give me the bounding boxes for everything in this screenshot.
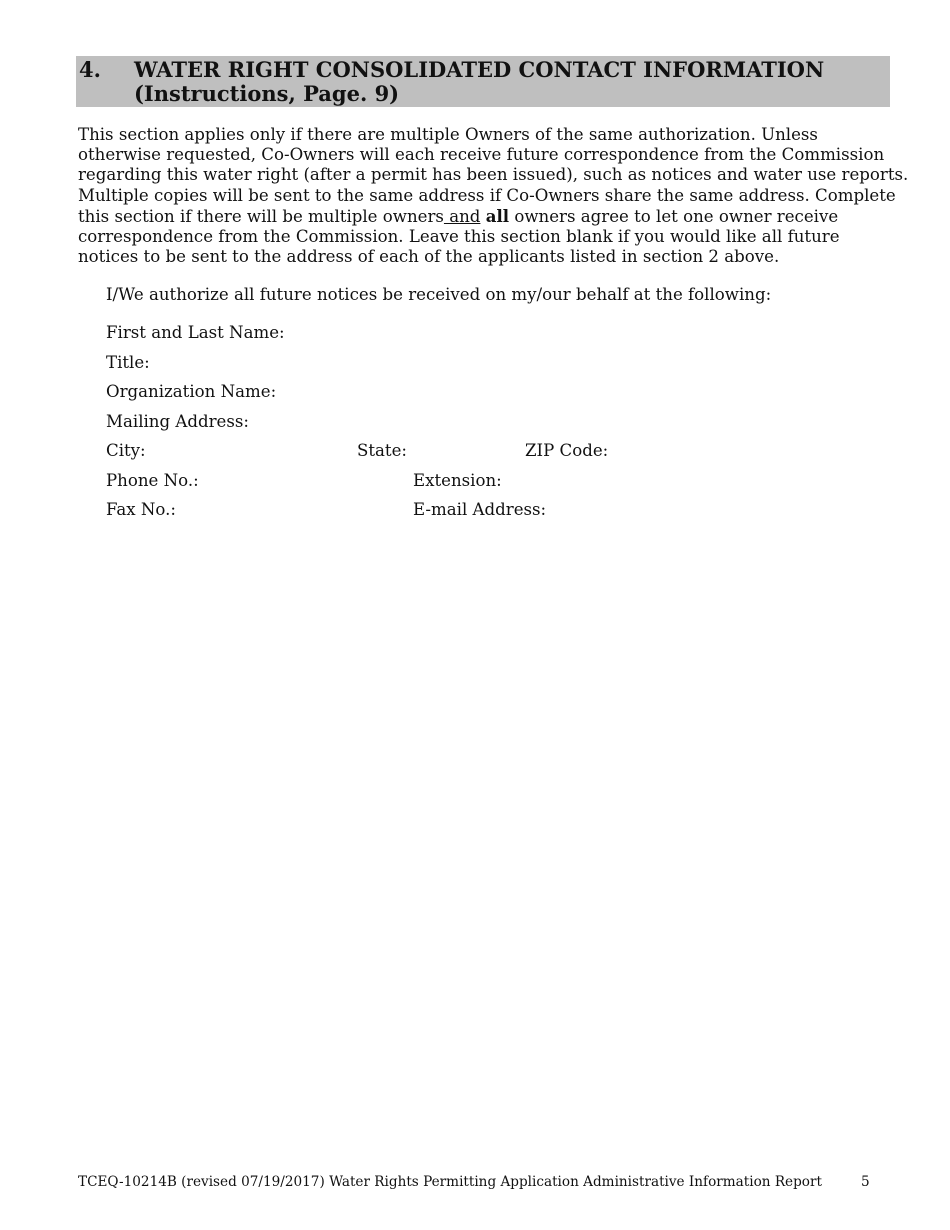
title-label: Title:	[106, 353, 150, 372]
intro-text: this section if there will be multiple owners	[78, 206, 444, 226]
email-address-label: E-mail Address:	[413, 500, 547, 519]
underlined-and: and	[443, 206, 481, 226]
section-title-line1: WATER RIGHT CONSOLIDATED CONTACT INFORMATION	[134, 57, 825, 82]
intro-line: This section applies only if there are multiple Owners of the same authorization. Unless	[78, 125, 818, 144]
section-title-line2: (Instructions, Page. 9)	[134, 81, 400, 106]
authorize-statement: I/We authorize all future notices be received on my/our behalf at the following:	[106, 285, 772, 304]
intro-line: otherwise requested, Co-Owners will each receive future correspondence from the Commission	[78, 145, 885, 165]
organization-label: Organization Name:	[106, 382, 277, 401]
fax-label: Fax No.:	[106, 500, 176, 519]
intro-line: regarding this water right (after a permit has been issued), such as notices and water use reports.	[78, 165, 909, 185]
section-header	[76, 56, 890, 107]
bold-all: all	[485, 205, 510, 226]
mailing-address-label: Mailing Address:	[106, 412, 249, 431]
section-number: 4.	[79, 57, 101, 82]
intro-line: notices to be sent to the address of each of the applicants listed in section 2 above.	[78, 247, 780, 267]
intro-line: correspondence from the Commission. Leave this section blank if you would like all future	[78, 227, 840, 247]
intro-paragraph	[78, 125, 909, 267]
page-number: 5	[861, 1174, 870, 1190]
intro-line: Multiple copies will be sent to the same address if Co-Owners share the same address. Complete	[78, 185, 896, 205]
city-label: City:	[106, 441, 146, 460]
name-label: First and Last Name:	[106, 323, 285, 342]
intro-text: owners agree to let one owner receive	[509, 206, 839, 226]
phone-label: Phone No.:	[106, 471, 199, 490]
extension-label: Extension:	[413, 471, 502, 490]
intro-line	[78, 206, 893, 227]
state-label: State:	[357, 441, 408, 460]
footer-text: TCEQ-10214B (revised 07/19/2017) Water Rights Permitting Application Administrative Information Report	[78, 1174, 822, 1190]
zip-code-label: ZIP Code:	[525, 441, 609, 460]
section-title	[134, 58, 824, 106]
